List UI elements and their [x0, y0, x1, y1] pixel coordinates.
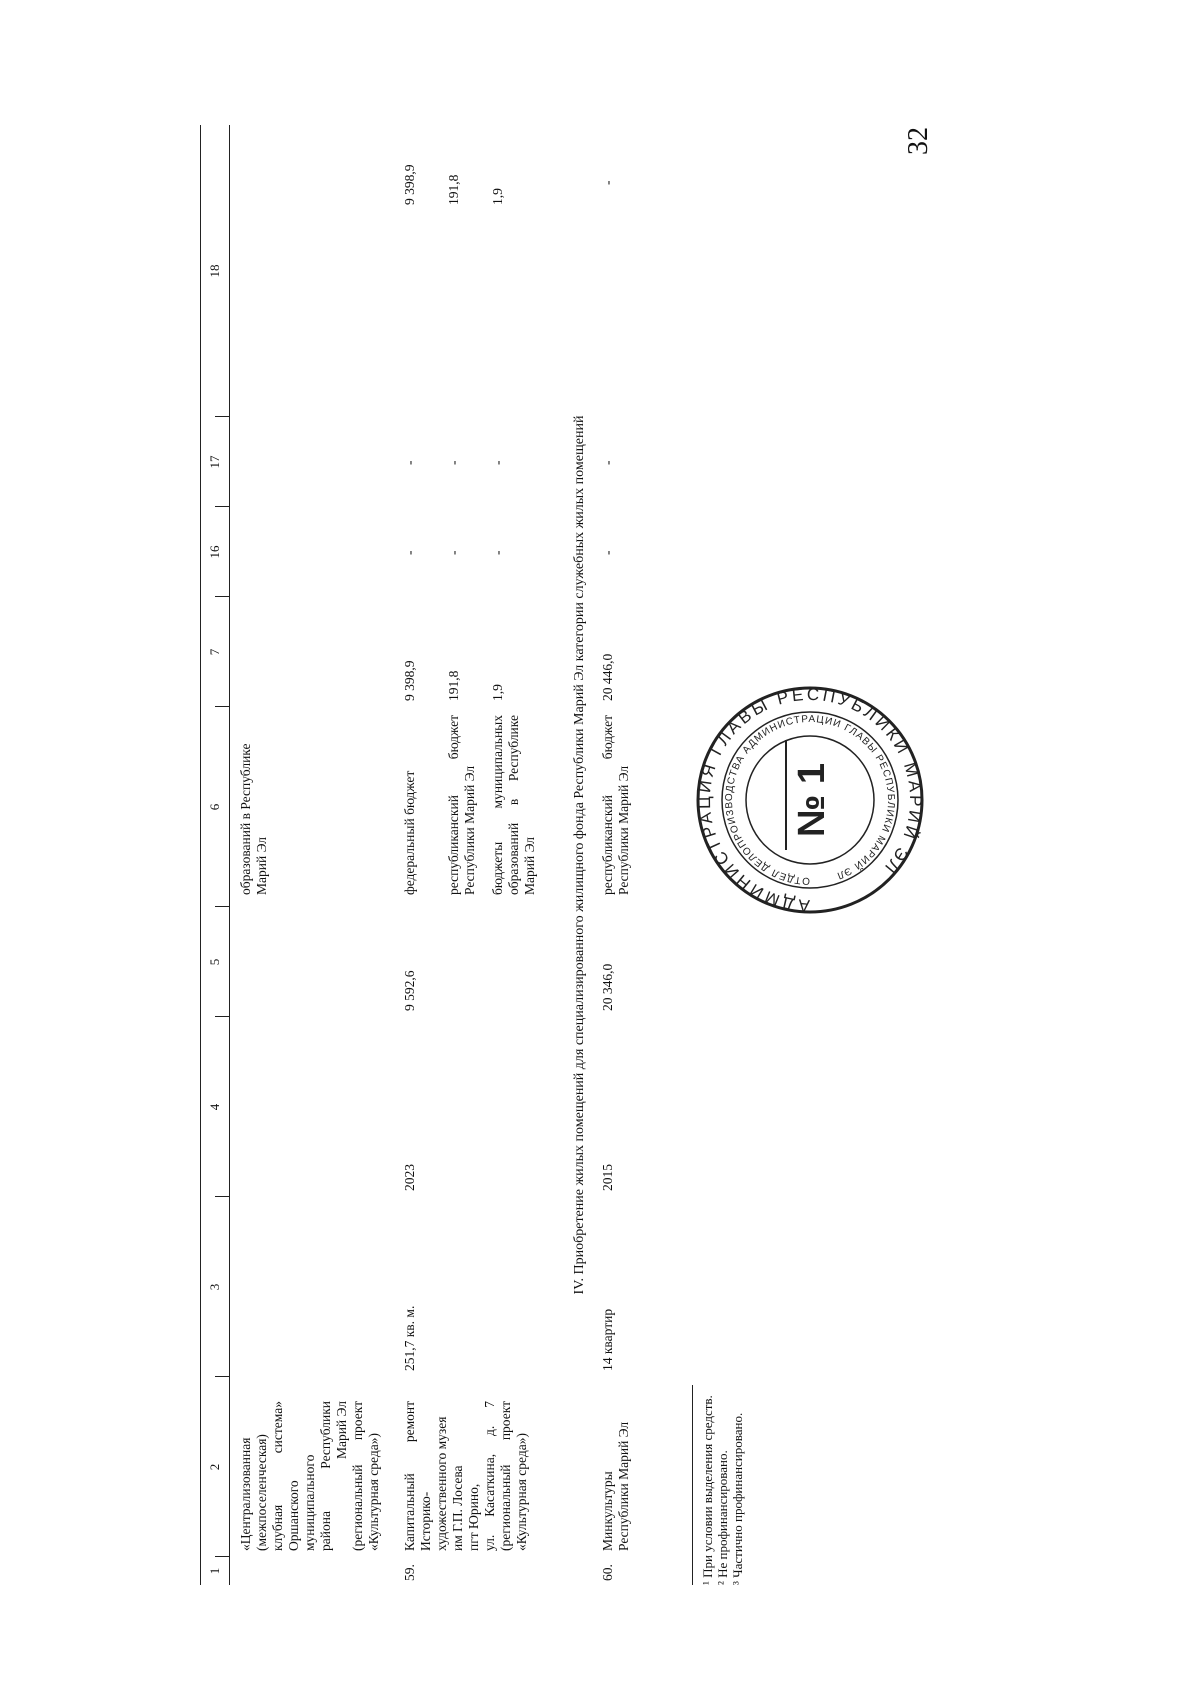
footnotes [700, 885, 745, 1585]
row-60-source: республиканский бюджет Республики Марий Эл [600, 715, 631, 895]
col-7-header: 7 [207, 648, 222, 656]
row-60-name: Минкультуры Республики Марий Эл [600, 1421, 631, 1551]
row-60-capacity: 14 квартир [600, 1308, 615, 1371]
col-18-header: 18 [207, 264, 222, 278]
row-60-c17: - [600, 460, 615, 465]
row-59-c17-1: - [402, 460, 417, 465]
stamp-number: № 1 [791, 762, 833, 838]
row-60-num: 60. [600, 1564, 615, 1581]
footnote-1: ¹ При условии выделения средств. [700, 1395, 715, 1585]
footnote-3: ³ Частично профинансировано. [730, 1412, 745, 1585]
table-header [200, 125, 230, 1585]
row-59-capacity: 251,7 кв. м. [402, 1305, 417, 1371]
row-59-source-2: республиканский бюджет Республики Марий Эл [446, 715, 477, 895]
row-60-year: 2015 [600, 1164, 615, 1191]
row-59-c18-2: 191,8 [446, 174, 461, 205]
col-16-header: 16 [207, 545, 222, 559]
row-59-c16-2: - [446, 550, 461, 555]
row-60-c18: - [600, 180, 615, 185]
row-59-c18-1: 9 398,9 [402, 164, 417, 205]
col-6-header: 6 [207, 803, 222, 811]
footnote-2: ² Не профинансировано. [715, 1450, 730, 1585]
official-stamp-icon [690, 680, 930, 920]
col-2-header: 2 [207, 1463, 222, 1471]
footnote-separator [692, 1385, 693, 1585]
rotated-table [200, 125, 760, 1585]
stamp-inner-text: ОТДЕЛ ДЕЛОПРОИЗВОДСТВА АДМИНИСТРАЦИИ ГЛАВЫ РЕСПУБЛИКИ МАРИЙ ЭЛ [723, 713, 897, 887]
row-59-c17-3: - [490, 460, 505, 465]
row-59-c16-1: - [402, 550, 417, 555]
prev-row-name: «Централизованная (межпоселенческая) клубная система» Оршанского муниципального района Республики Марий Эл (региональный проект «Культурная среда») [238, 1401, 381, 1551]
col-17-header: 17 [207, 455, 222, 469]
row-59-c16-3: - [490, 550, 505, 555]
row-59-name: Капитальный ремонт Историко- художественного музея им Г.П. Лосева пгт Юрино, ул. Касаткина, д. 7 (региональный проект «Культурная среда») [402, 1401, 529, 1551]
row-59-c7-2: 191,8 [446, 670, 461, 701]
row-60-c16: - [600, 550, 615, 555]
page-number: 32 [903, 127, 934, 155]
row-60-cost: 20 346,0 [600, 963, 615, 1011]
row-59-num: 59. [402, 1564, 417, 1581]
row-59-c7-3: 1,9 [490, 684, 505, 701]
row-59-cost: 9 592,6 [402, 970, 417, 1011]
col-1-header: 1 [207, 1567, 222, 1575]
section-title: IV. Приобретение жилых помещений для специализированного жилищного фонда Республики Марий Эл категории служебных жилых помещений [572, 415, 587, 1295]
row-59-source-3: бюджеты муниципальных образований в Республике Марий Эл [490, 715, 537, 895]
stamp-outer-text: АДМИНИСТРАЦИЯ ГЛАВЫ РЕСПУБЛИКИ МАРИЙ ЭЛ [694, 684, 926, 916]
row-59-c7-1: 9 398,9 [402, 660, 417, 701]
row-59-source-1: федеральный бюджет [402, 770, 417, 895]
col-3-header: 3 [207, 1283, 222, 1291]
col-5-header: 5 [207, 958, 222, 966]
row-60-c7: 20 446,0 [600, 653, 615, 701]
row-59-c17-2: - [446, 460, 461, 465]
row-59-c18-3: 1,9 [490, 188, 505, 205]
col-4-header: 4 [207, 1103, 222, 1111]
prev-row-source: образований в Республике Марий Эл [238, 743, 269, 895]
row-59-year: 2023 [402, 1164, 417, 1191]
